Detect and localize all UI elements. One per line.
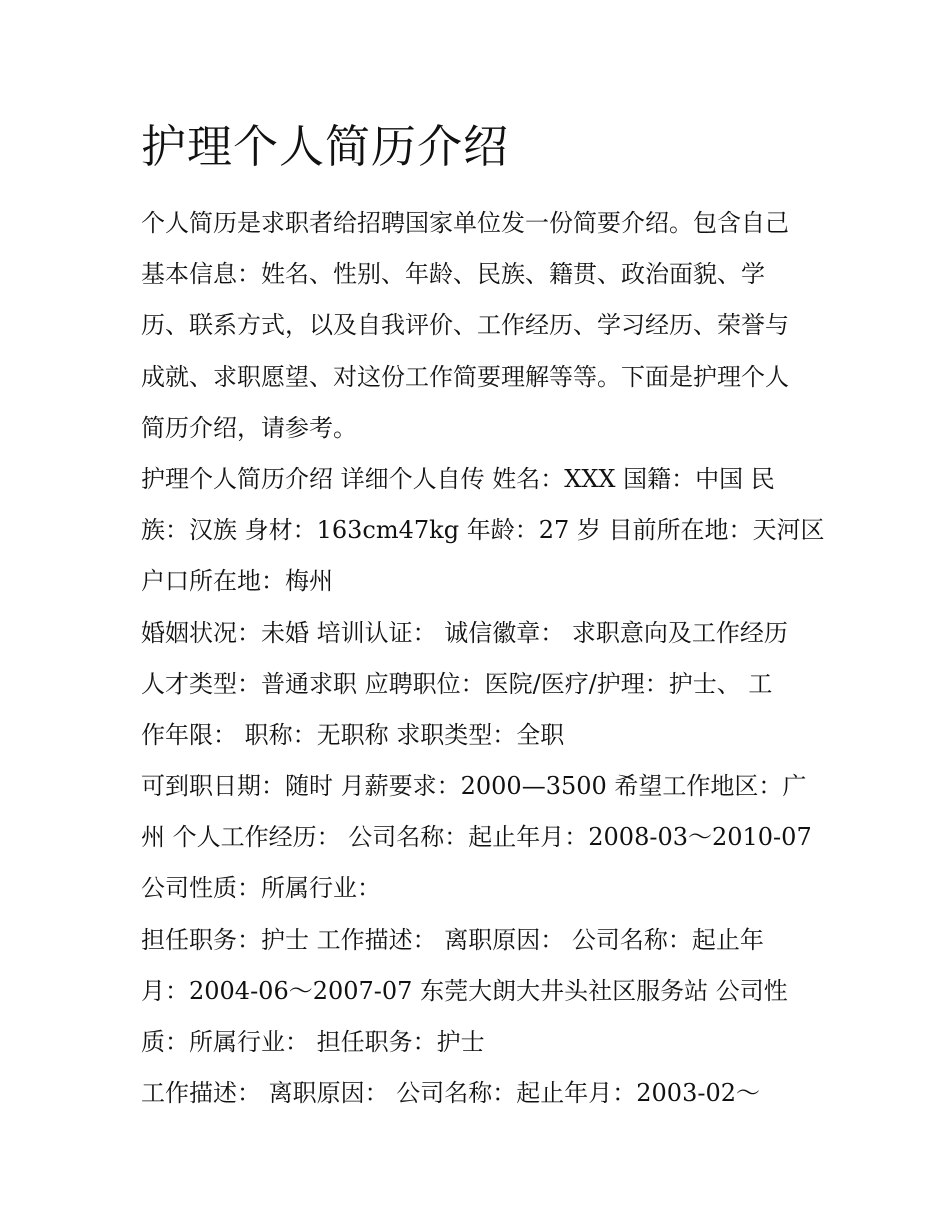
text-line: 护理个人简历介绍 详细个人自传 姓名：XXX 国籍：中国 民 xyxy=(141,464,775,493)
text-line: 历、联系方式，以及自我评价、工作经历、学习经历、荣誉与 xyxy=(141,311,789,340)
availability-paragraph xyxy=(141,761,821,915)
text-line: 户口所在地：梅州 xyxy=(141,567,333,596)
text-line: 个人简历是求职者给招聘国家单位发一份简要介绍。包含自己 xyxy=(141,209,789,237)
text-line: 质：所属行业： 担任职务：护士 xyxy=(141,1028,485,1056)
text-line: 简历介绍，请参考。 xyxy=(141,413,357,442)
page-title: 护理个人简历介绍 xyxy=(141,120,510,173)
work-history-paragraph xyxy=(141,915,821,1069)
text-line: 担任职务：护士 工作描述： 离职原因： 公司名称：起止年 xyxy=(141,925,764,954)
text-line: 工作描述： 离职原因： 公司名称：起止年月：2003-02～ xyxy=(141,1079,760,1108)
text-line: 基本信息：姓名、性别、年龄、民族、籍贯、政治面貌、学 xyxy=(141,260,765,289)
text-line: 族：汉族 身材：163cm47kg 年龄：27 岁 目前所在地：天河区 xyxy=(141,516,825,545)
text-line: 月：2004-06～2007-07 东莞大朗大井头社区服务站 公司性 xyxy=(141,976,788,1005)
text-line: 成就、求职愿望、对这份工作简要理解等等。下面是护理个人 xyxy=(141,362,789,391)
document-body xyxy=(141,112,825,1119)
text-line: 婚姻状况：未婚 培训认证： 诚信徽章： 求职意向及工作经历 xyxy=(141,618,788,647)
personal-info-paragraph xyxy=(141,454,825,608)
intro-paragraph xyxy=(141,198,821,454)
job-intention-paragraph xyxy=(141,608,821,762)
text-line: 州 个人工作经历： 公司名称：起止年月：2008-03～2010-07 xyxy=(141,823,812,852)
work-history-continued-paragraph xyxy=(141,1068,821,1119)
text-line: 人才类型：普通求职 应聘职位：医院/医疗/护理：护士、 工 xyxy=(141,669,773,698)
text-line: 可到职日期：随时 月薪要求：2000—3500 希望工作地区：广 xyxy=(141,772,807,801)
text-line: 作年限： 职称：无职称 求职类型：全职 xyxy=(141,720,565,749)
text-line: 公司性质：所属行业： xyxy=(141,874,381,903)
